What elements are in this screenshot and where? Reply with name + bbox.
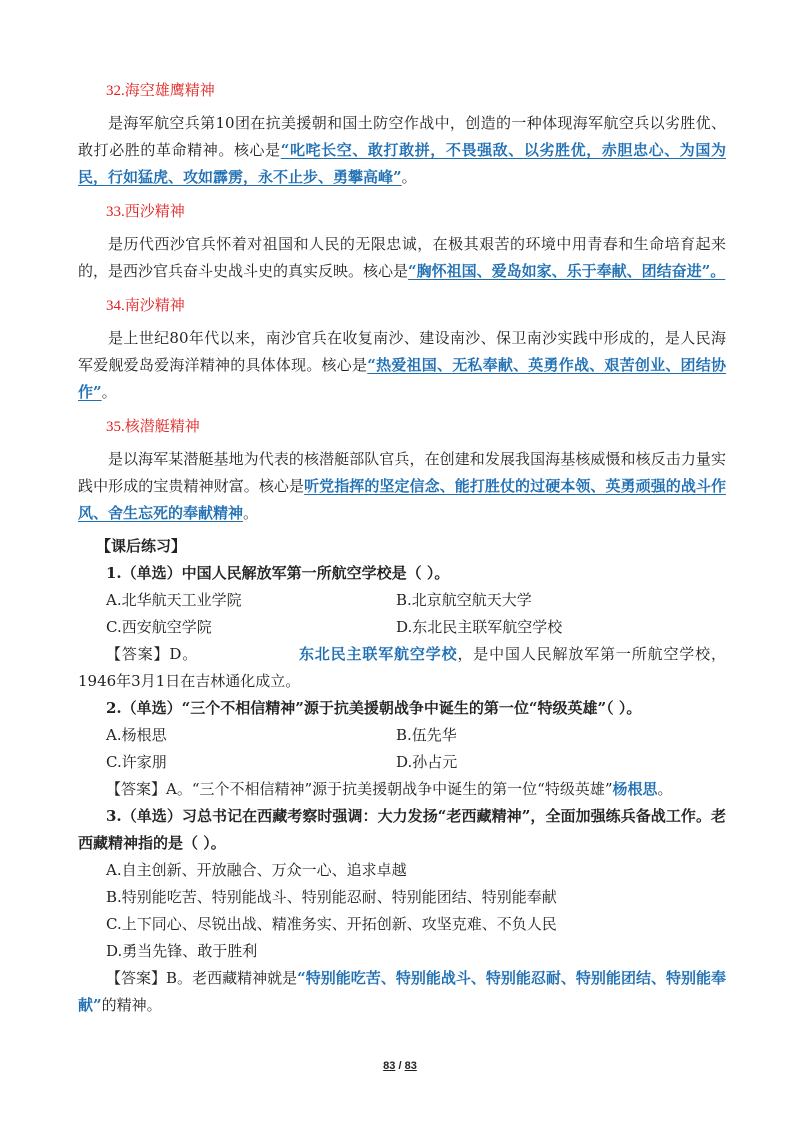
- question-2-options-row-2: [78, 749, 726, 776]
- page-number: 83: [383, 1060, 396, 1072]
- answer-3: [78, 965, 726, 1019]
- option-a: A.自主创新、开放融合、万众一心、追求卓越: [106, 861, 407, 879]
- section-body-text: 是以海军某潜艇基地为代表的核潜艇部队官兵，在创建和发展我国海基核威慑和核反击力量实践中形成的宝贵精神财富。核心是: [78, 450, 726, 495]
- section-body-35: [78, 446, 726, 527]
- answer-rest: “三个不相信精神”源于抗美援朝战争中诞生的第一位“特级英雄”: [191, 780, 613, 798]
- question-2-options-row-1: [78, 722, 726, 749]
- answer-rest: 老西藏精神就是: [192, 969, 298, 987]
- page-footer: [0, 1060, 800, 1072]
- answer-label: 【答案】D。: [106, 645, 199, 663]
- section-title-text: 西沙精神: [124, 202, 185, 220]
- section-core-text: “叱咤长空、敢打敢拼，不畏强敌、以劣胜优，赤胆忠心、为国为民，行如猛虎、攻如霹雳，永不止步、勇攀高峰”: [78, 141, 726, 186]
- option-c: C.许家朋: [106, 753, 167, 771]
- section-title-text: 核潜艇精神: [124, 417, 200, 435]
- option-d: D.东北民主联军航空学校: [396, 618, 563, 636]
- section-title-text: 南沙精神: [124, 296, 185, 314]
- answer-label: 【答案】A。: [106, 780, 192, 798]
- question-1-options-row-2: [78, 614, 726, 641]
- section-body-text: 是上世纪80年代以来，南沙官兵在收复南沙、建设南沙、保卫南沙实践中形成的，是人民海军爱舰爱岛爱海洋精神的具体体现。核心是: [78, 329, 726, 374]
- section-number: 35.: [106, 419, 125, 435]
- option-a: A.北华航天工业学院: [106, 591, 242, 609]
- section-tail-text: 。: [101, 383, 117, 401]
- option-a: A.杨根思: [106, 726, 167, 744]
- section-title-32: [106, 76, 726, 104]
- question-2: 2.（单选）“三个不相信精神”源于抗美援朝战争中诞生的第一位“特级英雄”（ ）。: [106, 699, 642, 717]
- page-separator: /: [395, 1060, 405, 1072]
- option-d: D.孙占元: [396, 753, 458, 771]
- answer-key: 杨根思: [612, 780, 658, 798]
- option-d: D.勇当先锋、敢于胜利: [106, 942, 258, 960]
- section-title-34: [106, 291, 726, 319]
- section-title-33: [106, 197, 726, 225]
- page-total: 83: [404, 1060, 417, 1072]
- answer-1: [78, 641, 726, 695]
- question-1: 1.（单选）中国人民解放军第一所航空学校是（ ）。: [106, 564, 450, 582]
- answer-tail: 。: [657, 780, 673, 798]
- option-c: C.上下同心、尽锐出战、精准务实、开拓创新、攻坚克难、不负人民: [106, 915, 557, 933]
- section-core-text: “胸怀祖国、爱岛如家、乐于奉献、团结奋进”。: [408, 262, 726, 280]
- question-3: 3.（单选）习总书记在西藏考察时强调：大力发扬“老西藏精神”，全面加强练兵备战工作。老西藏精神指的是（ ）。: [78, 807, 726, 852]
- section-number: 34.: [106, 298, 125, 314]
- section-number: 32.: [106, 83, 125, 99]
- question-1-options-row-1: [78, 587, 726, 614]
- answer-tail: 的精神。: [101, 996, 162, 1014]
- section-body-33: [78, 231, 726, 285]
- section-body-text: 是历代西沙官兵怀着对祖国和人民的无限忠诚，在极其艰苦的环境中用青春和生命培育起来的，是西沙官兵奋斗史战斗史的真实反映。核心是: [78, 235, 726, 280]
- answer-key: “特别能吃苦、特别能战斗、特别能忍耐、特别能团结、特别能奉献”: [78, 969, 726, 1014]
- section-core-text: “热爱祖国、无私奉献、英勇作战、艰苦创业、团结协作”: [78, 356, 726, 401]
- section-number: 33.: [106, 204, 125, 220]
- section-body-32: [78, 110, 726, 191]
- answer-rest: ，是中国人民解放军第一所航空学校，1946年3月1日在吉林通化成立。: [78, 645, 726, 690]
- section-title-text: 海空雄鹰精神: [124, 81, 215, 99]
- section-title-35: [106, 412, 726, 440]
- section-core-text: 听党指挥的坚定信念、能打胜仗的过硬本领、英勇顽强的战斗作风、舍生忘死的奉献精神: [78, 477, 726, 522]
- section-tail-text: 。: [243, 504, 259, 522]
- section-body-text: 是海军航空兵第10团在抗美援朝和国土防空作战中，创造的一种体现海军航空兵以劣胜优、敢打必胜的革命精神。核心是: [78, 114, 726, 159]
- answer-label: 【答案】B。: [106, 969, 193, 987]
- exercise-heading: 【课后练习】: [96, 537, 187, 555]
- answer-2: [78, 776, 726, 803]
- option-c: C.西安航空学院: [106, 618, 212, 636]
- answer-key: 东北民主联军航空学校: [298, 645, 458, 663]
- document-content: [78, 76, 726, 1019]
- section-tail-text: 。: [401, 168, 417, 186]
- option-b: B.特别能吃苦、特别能战斗、特别能忍耐、特别能团结、特别能奉献: [106, 888, 557, 906]
- option-b: B.伍先华: [396, 726, 457, 744]
- section-body-34: [78, 325, 726, 406]
- option-b: B.北京航空航天大学: [396, 591, 532, 609]
